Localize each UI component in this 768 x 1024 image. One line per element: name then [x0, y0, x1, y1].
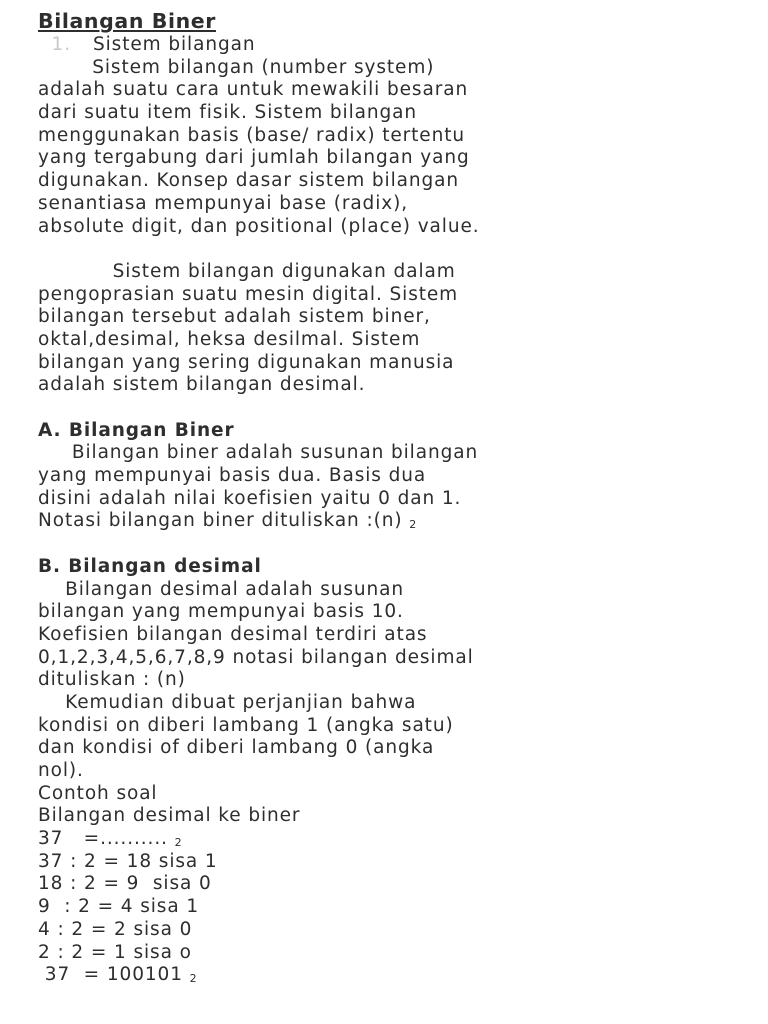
document — [38, 8, 743, 987]
text-line: dituliskan : (n) — [38, 669, 186, 691]
division-step: 2 : 2 = 1 sisa o — [38, 941, 192, 963]
base-subscript: 2 — [189, 972, 197, 986]
section-decimal — [38, 556, 743, 783]
text-line: bilangan tersebut adalah sistem biner, — [38, 306, 431, 328]
text-line: Koefisien bilangan desimal terdiri atas — [38, 623, 428, 645]
text-line: adalah suatu cara untuk mewakili besaran — [38, 79, 469, 101]
text-line: yang mempunyai basis dua. Basis dua — [38, 465, 427, 487]
text-line: disini adalah nilai koefisien yaitu 0 dan 1. — [38, 487, 462, 509]
division-step: 9 : 2 = 4 sisa 1 — [38, 896, 200, 918]
text-line: Sistem bilangan (number system) — [38, 56, 435, 78]
text-line: yang tergabung dari jumlah bilangan yang — [38, 147, 470, 169]
text-line: senantiasa mempunyai base (radix), — [38, 192, 408, 214]
text-line: oktal,desimal, heksa desilmal. Sistem — [38, 328, 421, 350]
text-line: bilangan yang mempunyai basis 10. — [38, 601, 404, 623]
notation-text: Notasi bilangan biner dituliskan :(n) — [38, 510, 410, 532]
text-line: adalah sistem bilangan desimal. — [38, 374, 366, 396]
page-title: Bilangan Biner — [38, 9, 217, 33]
text-line: kondisi on diberi lambang 1 (angka satu) — [38, 714, 454, 736]
notation-line — [38, 510, 743, 533]
base-subscript: 2 — [409, 518, 417, 532]
text-line: nol). — [38, 760, 84, 781]
example-subtitle: Bilangan desimal ke biner — [38, 805, 301, 827]
example-section — [38, 783, 743, 987]
text-line: digunakan. Konsep dasar sistem bilangan — [38, 170, 460, 192]
list-item — [38, 34, 743, 57]
section-heading: B. Bilangan desimal — [38, 555, 262, 577]
text-line: 0,1,2,3,4,5,6,7,8,9 notasi bilangan desimal — [38, 646, 474, 668]
example-label: Contoh soal — [38, 782, 158, 804]
base-subscript: 2 — [174, 836, 182, 850]
text-line: Kemudian dibuat perjanjian bahwa — [38, 691, 417, 713]
text-line: dan kondisi of diberi lambang 0 (angka — [38, 737, 435, 759]
text-line: dari suatu item fisik. Sistem bilangan — [38, 102, 417, 124]
section-heading: A. Bilangan Biner — [38, 419, 235, 441]
spacer — [38, 533, 743, 556]
division-step: 37 : 2 = 18 sisa 1 — [38, 850, 218, 872]
section-binary — [38, 420, 743, 533]
answer-text: 37 = 100101 — [38, 964, 190, 986]
text-line: absolute digit, dan positional (place) value. — [38, 215, 480, 237]
list-number: 1. — [51, 34, 71, 55]
spacer — [38, 238, 743, 261]
spacer — [38, 397, 743, 420]
division-step: 18 : 2 = 9 sisa 0 — [38, 873, 212, 895]
division-step: 4 : 2 = 2 sisa 0 — [38, 918, 193, 940]
list-item-text: Sistem bilangan — [93, 34, 256, 55]
text-line: pengoprasian suatu mesin digital. Sistem — [38, 283, 459, 305]
text-line: Bilangan biner adalah susunan bilangan — [38, 442, 479, 464]
question-text: 37 =.......... — [38, 828, 175, 850]
paragraph-intro — [38, 57, 743, 239]
text-line: bilangan yang sering digunakan manusia — [38, 351, 455, 373]
example-answer — [38, 964, 743, 987]
example-question — [38, 828, 743, 851]
text-line: Bilangan desimal adalah susunan — [38, 578, 405, 600]
text-line: menggunakan basis (base/ radix) tertentu — [38, 124, 465, 146]
text-line: Sistem bilangan digunakan dalam — [38, 260, 456, 282]
paragraph-usage — [38, 261, 743, 397]
